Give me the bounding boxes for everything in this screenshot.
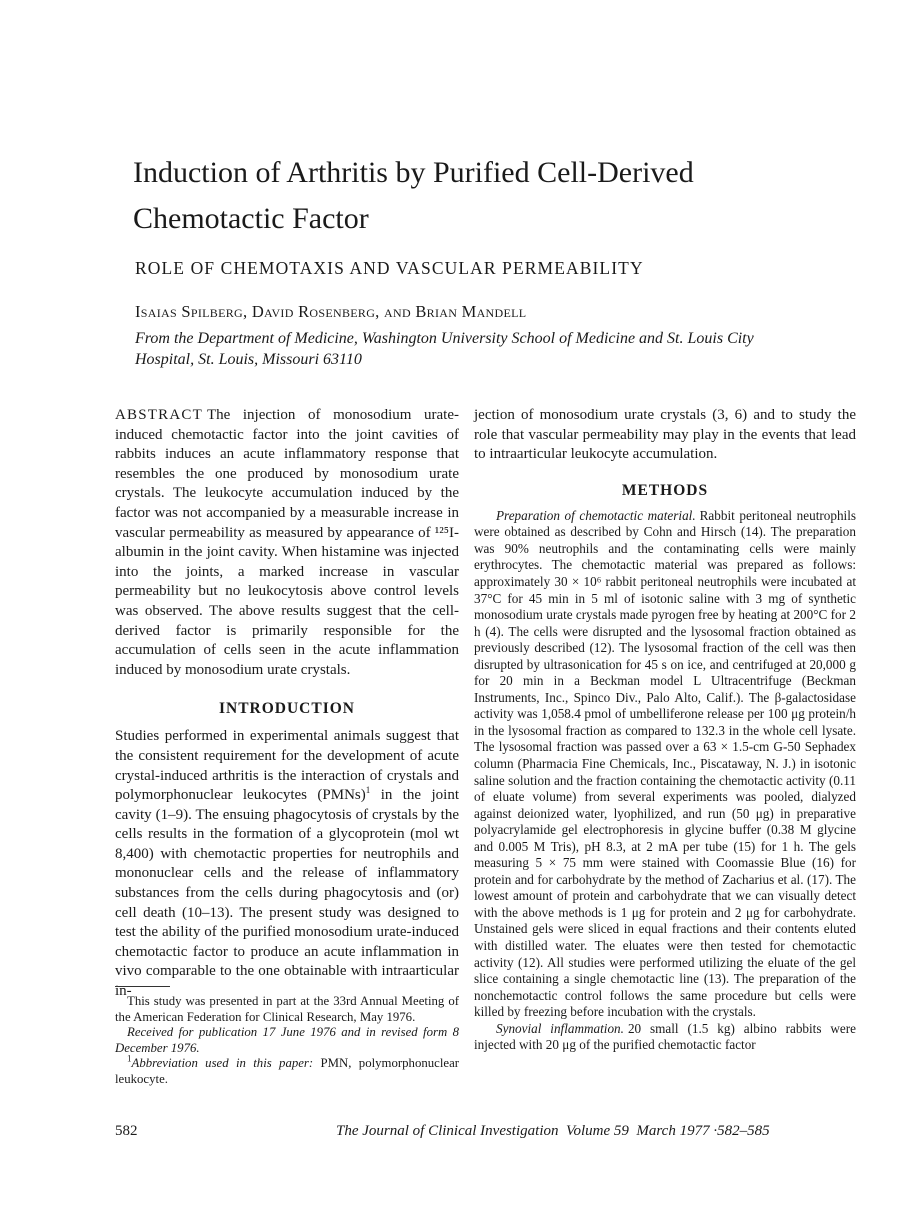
methods-synovial-text: 20 small (1.5 kg) albino rabbits were injected with 20 μg of the purified chemotactic factor	[474, 1020, 856, 1053]
footnote-rule	[115, 986, 170, 987]
article-authors: Isaias Spilberg, David Rosenberg, and Brian Mandell	[135, 302, 527, 321]
article-title: Induction of Arthritis by Purified Cell-Derived Chemotactic Factor	[133, 156, 694, 235]
introduction-continuation: jection of monosodium urate crystals (3, 6) and to study the role that vascular permeability may play in the events that lead to intraarticular leukocyte accumulation.	[474, 407, 856, 463]
introduction-text-part1: Studies performed in experimental animals suggest that the consistent requirement for the development of acute crystal-induced arthritis is the interaction of crystals and polymorphonuclear leukocytes (PMNs)	[115, 728, 459, 804]
introduction-text-part2: in the joint cavity (1–9). The ensuing phagocytosis of crystals by the cells results in the formation of a glycoprotein (mol wt 8,400) with chemotactic properties for neutrophils and mononuclear cells and the release of inflammatory substances from the cells during phagocytosis and (or) cell death (10–13). The present study was designed to test the ability of the purified monosodium urate-induced chemotactic factor to produce an acute inflammation in vivo comparable to the one obtainable with intraarticular in-	[115, 787, 460, 1000]
article-affiliation: From the Department of Medicine, Washington University School of Medicine and St. Louis City Hospital, St. Louis, Missouri 63110	[135, 330, 754, 368]
methods-preparation-label: Preparation of chemotactic material.	[496, 507, 696, 523]
methods-synovial-label: Synovial inflammation.	[496, 1020, 624, 1036]
footnote-mark: 1	[365, 785, 371, 796]
article-subtitle: ROLE OF CHEMOTAXIS AND VASCULAR PERMEABILITY	[135, 258, 644, 278]
page-number: 582	[115, 1123, 138, 1139]
footnote-received-text: Received for publication 17 June 1976 and in revised form 8 December 1976.	[115, 1025, 459, 1055]
journal-citation	[336, 1123, 770, 1140]
introduction-heading: INTRODUCTION	[218, 700, 355, 718]
footnote-abbrev-label: Abbreviation used in this paper:	[131, 1056, 314, 1071]
journal-date-pages: March 1977 ·582–585	[636, 1123, 770, 1139]
journal-name: The Journal of Clinical Investigation	[336, 1123, 559, 1139]
abstract-text: The injection of monosodium urate-induced chemotactic factor into the joint cavities of rabbits induces an acute inflammatory response that resembles the one produced by monosodium urate crystals. The leukocyte accumulation induced by the factor was not accompanied by a measurable increase in vascular permeability as measured by appearance of ¹²⁵I-albumin in the joint cavity. When histamine was injected into the joints, a marked increase in vascular permeability but no leukocytosis above control levels was observed. The above results suggest that the cell-derived factor is primarily responsible for the accumulation of cells seen in the acute inflammation induced by monosodium urate crystals.	[115, 407, 459, 678]
methods-preparation	[474, 508, 856, 1021]
footnote-presented: This study was presented in part at the 33rd Annual Meeting of the American Federation for Clinical Research, May 1976.	[115, 994, 459, 1024]
introduction-text	[115, 727, 459, 1001]
methods-preparation-text: Rabbit peritoneal neutrophils were obtained as described by Cohn and Hirsch (14). The preparation was 90% neutrophils and the contaminating cells were mainly erythrocytes. The chemotactic material was prepared as follows: approximately 30 × 10⁶ rabbit peritoneal neutrophils were incubated at 37°C for 45 min in 5 ml of isotonic saline with 3 mg of synthetic monosodium urate crystals made pyrogen free by heating at 200°C for 2 h (4). The cells were disrupted and the lysosomal fraction obtained as previously described (12). The lysosomal fraction of the cell was then disrupted by ultrasonication for 45 s on ice, and centrifuged at 20,000 g for 20 min in a Beckman model L Ultracentrifuge (Beckman Instruments, Inc., Spinco Div., Palo Alto, Calif.). The β-galactosidase activity was 1,058.4 pmol of umbelliferone release per 100 μg protein/h in the lysosomal fraction as compared to 132.3 in the whole cell lysate. The lysosomal fraction was passed over a 63 × 1.5-cm G-50 Sephadex column (Pharmacia Fine Chemicals, Inc., Piscataway, N. J.) in isotonic saline solution and the fraction containing the chemotactic activity (0.11 of eluate volume) from several experiments was pooled, dialyzed against deionized water, lyophilized, and run (50 μg) in preparative polyacrylamide gel electrophoresis in glycine buffer (0.38 M glycine and 0.005 M Tris), pH 8.3, at 2 mA per tube (15) for 1 h. The gels measuring 5 × 75 mm were stained with Coomassie Blue (16) for protein and for carbohydrate by the method of Zacharius et al. (17). The lowest amount of protein and carbohydrate that we can visually detect with the above methods is 1 μg for protein and 2 μg for carbohydrate. Unstained gels were sliced in equal fractions and their contents eluted with distilled water. The eluates were then tested for chemotactic activity (12). All studies were performed utilizing the eluate of the gel slice containing a single chemotactic line (13). The preparation of the nonchemotactic control follows the same procedure but cells were killed by freezing before incubation with the crystals.	[474, 507, 856, 1020]
footnote-abbrev-mark: 1	[127, 1054, 132, 1065]
footnote-abbrev-text: PMN, polymorphonuclear leukocyte.	[115, 1056, 460, 1086]
footnotes	[115, 986, 459, 1088]
abstract	[115, 406, 459, 680]
abstract-label: ABSTRACT	[115, 407, 203, 423]
right-column	[474, 406, 856, 1054]
methods-heading: METHODS	[621, 481, 709, 499]
methods-synovial	[474, 1021, 856, 1054]
footnote-abbreviation	[115, 1056, 459, 1087]
left-column	[115, 406, 459, 1002]
footnote-received	[115, 1025, 459, 1056]
journal-volume: Volume 59	[565, 1123, 629, 1139]
